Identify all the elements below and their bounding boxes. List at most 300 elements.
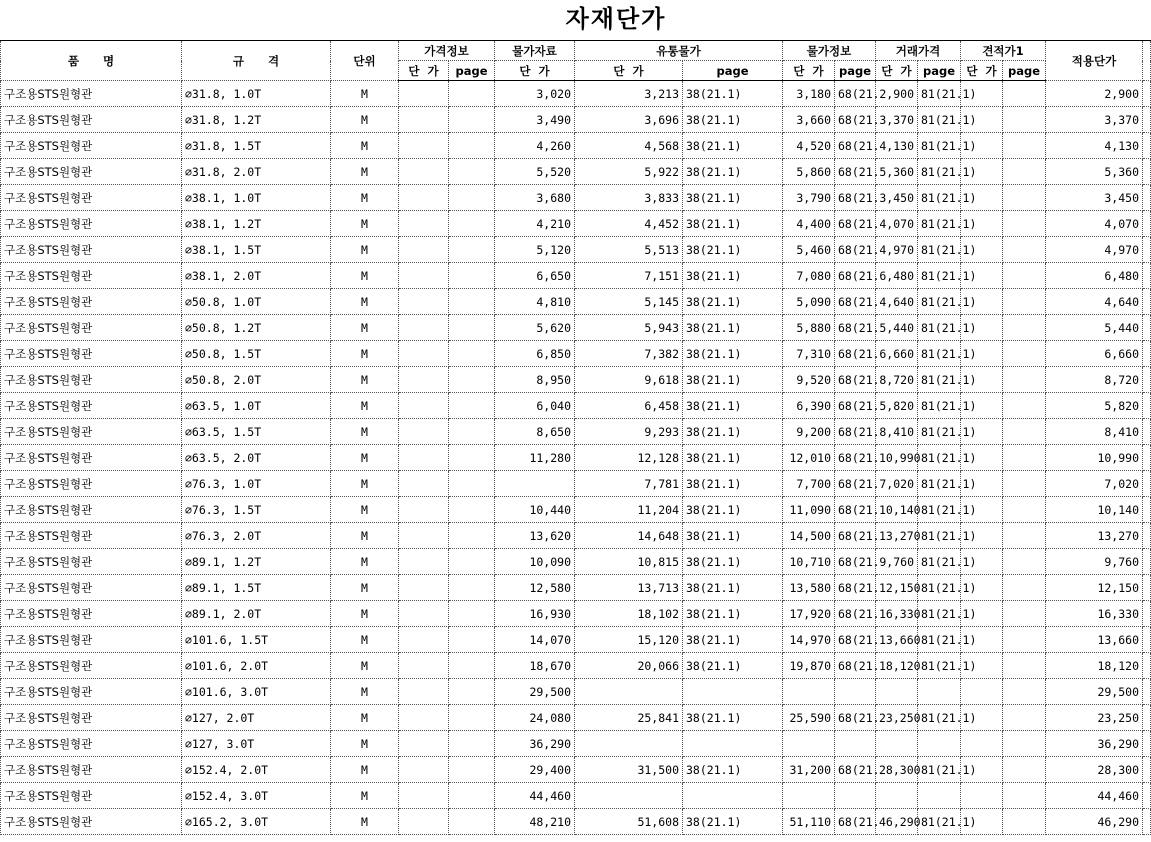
cell-trade-page[interactable]: 81(21.1) [918, 575, 961, 601]
cell-dist-page[interactable]: 38(21.1) [683, 471, 783, 497]
cell-price-data[interactable]: 29,500 [495, 679, 575, 705]
cell-name[interactable]: 구조용STS원형관 [1, 679, 182, 705]
cell-mul-page[interactable]: 68(21. [835, 627, 876, 653]
cell-applied-price[interactable]: 3,450 [1046, 185, 1143, 211]
cell-quote-page[interactable] [1003, 289, 1046, 315]
cell-price-info[interactable] [399, 705, 449, 731]
cell-unit[interactable]: M [331, 289, 399, 315]
cell-price-info-page[interactable] [449, 627, 495, 653]
cell-mul-page[interactable]: 68(21. [835, 315, 876, 341]
cell-applied-price[interactable]: 6,480 [1046, 263, 1143, 289]
cell-price-info-page[interactable] [449, 471, 495, 497]
cell-trade-page[interactable]: 81(21.1) [918, 757, 961, 783]
cell-spec[interactable]: ∅63.5, 2.0T [182, 445, 331, 471]
cell-price-data[interactable]: 14,070 [495, 627, 575, 653]
cell-dist-page[interactable]: 38(21.1) [683, 263, 783, 289]
cell-applied-price[interactable]: 46,290 [1046, 809, 1143, 835]
cell-mul-price[interactable]: 7,080 [783, 263, 835, 289]
cell-mul-page[interactable]: 68(21. [835, 523, 876, 549]
cell-name[interactable]: 구조용STS원형관 [1, 809, 182, 835]
cell-trade-page[interactable]: 81(21.1) [918, 367, 961, 393]
cell-applied-price[interactable]: 29,500 [1046, 679, 1143, 705]
cell-extra[interactable] [1143, 705, 1151, 731]
cell-dist-page[interactable]: 38(21.1) [683, 107, 783, 133]
cell-trade-page[interactable] [918, 731, 961, 757]
cell-mul-price[interactable]: 13,580 [783, 575, 835, 601]
cell-price-info[interactable] [399, 159, 449, 185]
cell-mul-price[interactable]: 3,790 [783, 185, 835, 211]
cell-spec[interactable]: ∅152.4, 2.0T [182, 757, 331, 783]
cell-extra[interactable] [1143, 471, 1151, 497]
cell-price-info[interactable] [399, 315, 449, 341]
cell-quote-page[interactable] [1003, 211, 1046, 237]
cell-mul-page[interactable]: 68(21. [835, 107, 876, 133]
cell-applied-price[interactable]: 4,970 [1046, 237, 1143, 263]
cell-dist-price[interactable]: 5,513 [575, 237, 683, 263]
cell-dist-price[interactable]: 9,618 [575, 367, 683, 393]
cell-price-info[interactable] [399, 133, 449, 159]
cell-trade-price[interactable]: 9,760 [876, 549, 918, 575]
cell-mul-page[interactable]: 68(21. [835, 549, 876, 575]
cell-trade-page[interactable]: 81(21.1) [918, 107, 961, 133]
cell-trade-page[interactable]: 81(21.1) [918, 263, 961, 289]
cell-mul-price[interactable]: 19,870 [783, 653, 835, 679]
cell-price-info-page[interactable] [449, 159, 495, 185]
cell-spec[interactable]: ∅38.1, 2.0T [182, 263, 331, 289]
cell-name[interactable]: 구조용STS원형관 [1, 107, 182, 133]
cell-dist-price[interactable]: 15,120 [575, 627, 683, 653]
cell-trade-price[interactable]: 5,360 [876, 159, 918, 185]
cell-mul-page[interactable]: 68(21. [835, 809, 876, 835]
cell-extra[interactable] [1143, 497, 1151, 523]
cell-price-info[interactable] [399, 211, 449, 237]
cell-unit[interactable]: M [331, 341, 399, 367]
cell-price-info-page[interactable] [449, 263, 495, 289]
cell-trade-page[interactable]: 81(21.1) [918, 601, 961, 627]
cell-price-info-page[interactable] [449, 549, 495, 575]
cell-quote-page[interactable] [1003, 705, 1046, 731]
cell-trade-page[interactable]: 81(21.1) [918, 237, 961, 263]
cell-applied-price[interactable]: 4,640 [1046, 289, 1143, 315]
cell-mul-price[interactable]: 14,970 [783, 627, 835, 653]
cell-price-data[interactable]: 8,650 [495, 419, 575, 445]
cell-applied-price[interactable]: 8,720 [1046, 367, 1143, 393]
cell-extra[interactable] [1143, 783, 1151, 809]
cell-dist-price[interactable]: 25,841 [575, 705, 683, 731]
cell-applied-price[interactable]: 10,990 [1046, 445, 1143, 471]
cell-dist-price[interactable] [575, 679, 683, 705]
cell-spec[interactable]: ∅31.8, 2.0T [182, 159, 331, 185]
cell-spec[interactable]: ∅152.4, 3.0T [182, 783, 331, 809]
cell-name[interactable]: 구조용STS원형관 [1, 705, 182, 731]
cell-price-info[interactable] [399, 809, 449, 835]
cell-trade-page[interactable]: 81(21.1) [918, 653, 961, 679]
cell-spec[interactable]: ∅89.1, 2.0T [182, 601, 331, 627]
cell-name[interactable]: 구조용STS원형관 [1, 627, 182, 653]
cell-spec[interactable]: ∅63.5, 1.0T [182, 393, 331, 419]
cell-price-info[interactable] [399, 263, 449, 289]
cell-price-info-page[interactable] [449, 81, 495, 107]
cell-price-info[interactable] [399, 367, 449, 393]
cell-mul-price[interactable]: 51,110 [783, 809, 835, 835]
cell-mul-page[interactable]: 68(21. [835, 497, 876, 523]
cell-mul-price[interactable]: 7,700 [783, 471, 835, 497]
cell-dist-page[interactable]: 38(21.1) [683, 211, 783, 237]
cell-quote-page[interactable] [1003, 471, 1046, 497]
cell-quote-page[interactable] [1003, 185, 1046, 211]
cell-trade-page[interactable] [918, 783, 961, 809]
cell-mul-page[interactable]: 68(21. [835, 601, 876, 627]
cell-trade-page[interactable] [918, 679, 961, 705]
cell-trade-price[interactable]: 4,130 [876, 133, 918, 159]
cell-spec[interactable]: ∅38.1, 1.2T [182, 211, 331, 237]
cell-price-info-page[interactable] [449, 705, 495, 731]
cell-dist-page[interactable]: 38(21.1) [683, 445, 783, 471]
cell-extra[interactable] [1143, 341, 1151, 367]
cell-trade-price[interactable]: 13,270 [876, 523, 918, 549]
cell-extra[interactable] [1143, 263, 1151, 289]
cell-mul-price[interactable]: 3,180 [783, 81, 835, 107]
cell-extra[interactable] [1143, 393, 1151, 419]
cell-price-info[interactable] [399, 237, 449, 263]
cell-trade-price[interactable] [876, 731, 918, 757]
cell-price-info[interactable] [399, 627, 449, 653]
cell-mul-price[interactable]: 5,860 [783, 159, 835, 185]
cell-price-info-page[interactable] [449, 393, 495, 419]
cell-price-data[interactable] [495, 471, 575, 497]
cell-dist-price[interactable]: 31,500 [575, 757, 683, 783]
cell-price-data[interactable]: 4,210 [495, 211, 575, 237]
cell-trade-price[interactable]: 3,370 [876, 107, 918, 133]
cell-mul-page[interactable]: 68(21. [835, 367, 876, 393]
cell-mul-page[interactable]: 68(21. [835, 289, 876, 315]
cell-quote-page[interactable] [1003, 601, 1046, 627]
cell-price-info-page[interactable] [449, 523, 495, 549]
cell-trade-page[interactable]: 81(21.1) [918, 471, 961, 497]
cell-trade-price[interactable]: 16,330 [876, 601, 918, 627]
cell-dist-page[interactable]: 38(21.1) [683, 705, 783, 731]
cell-price-info[interactable] [399, 393, 449, 419]
cell-price-info[interactable] [399, 783, 449, 809]
cell-price-data[interactable]: 10,440 [495, 497, 575, 523]
cell-name[interactable]: 구조용STS원형관 [1, 211, 182, 237]
cell-mul-price[interactable] [783, 679, 835, 705]
cell-applied-price[interactable]: 6,660 [1046, 341, 1143, 367]
cell-unit[interactable]: M [331, 679, 399, 705]
cell-spec[interactable]: ∅101.6, 2.0T [182, 653, 331, 679]
cell-dist-page[interactable]: 38(21.1) [683, 81, 783, 107]
cell-name[interactable]: 구조용STS원형관 [1, 549, 182, 575]
cell-dist-price[interactable]: 4,568 [575, 133, 683, 159]
cell-mul-page[interactable] [835, 679, 876, 705]
cell-price-info[interactable] [399, 419, 449, 445]
cell-applied-price[interactable]: 3,370 [1046, 107, 1143, 133]
cell-trade-price[interactable]: 28,300 [876, 757, 918, 783]
cell-trade-page[interactable]: 81(21.1) [918, 497, 961, 523]
cell-dist-page[interactable]: 38(21.1) [683, 367, 783, 393]
cell-quote-page[interactable] [1003, 523, 1046, 549]
cell-spec[interactable]: ∅76.3, 1.5T [182, 497, 331, 523]
cell-spec[interactable]: ∅76.3, 2.0T [182, 523, 331, 549]
cell-name[interactable]: 구조용STS원형관 [1, 731, 182, 757]
cell-price-info[interactable] [399, 757, 449, 783]
cell-extra[interactable] [1143, 757, 1151, 783]
cell-extra[interactable] [1143, 653, 1151, 679]
cell-price-data[interactable]: 5,520 [495, 159, 575, 185]
cell-name[interactable]: 구조용STS원형관 [1, 237, 182, 263]
cell-applied-price[interactable]: 12,150 [1046, 575, 1143, 601]
cell-unit[interactable]: M [331, 81, 399, 107]
cell-price-info-page[interactable] [449, 419, 495, 445]
cell-mul-price[interactable] [783, 783, 835, 809]
cell-price-info[interactable] [399, 601, 449, 627]
cell-trade-page[interactable]: 81(21.1) [918, 315, 961, 341]
cell-trade-price[interactable]: 46,290 [876, 809, 918, 835]
cell-dist-page[interactable]: 38(21.1) [683, 757, 783, 783]
cell-mul-price[interactable]: 11,090 [783, 497, 835, 523]
cell-price-data[interactable]: 3,680 [495, 185, 575, 211]
cell-unit[interactable]: M [331, 471, 399, 497]
cell-mul-page[interactable]: 68(21. [835, 419, 876, 445]
cell-name[interactable]: 구조용STS원형관 [1, 445, 182, 471]
cell-price-data[interactable]: 12,580 [495, 575, 575, 601]
cell-price-data[interactable]: 24,080 [495, 705, 575, 731]
cell-extra[interactable] [1143, 575, 1151, 601]
cell-unit[interactable]: M [331, 159, 399, 185]
cell-name[interactable]: 구조용STS원형관 [1, 289, 182, 315]
cell-price-info-page[interactable] [449, 341, 495, 367]
cell-extra[interactable] [1143, 419, 1151, 445]
cell-quote-page[interactable] [1003, 757, 1046, 783]
cell-dist-price[interactable]: 3,696 [575, 107, 683, 133]
cell-price-info-page[interactable] [449, 575, 495, 601]
cell-quote-page[interactable] [1003, 159, 1046, 185]
cell-trade-page[interactable]: 81(21.1) [918, 627, 961, 653]
cell-price-data[interactable]: 48,210 [495, 809, 575, 835]
cell-price-info-page[interactable] [449, 107, 495, 133]
cell-extra[interactable] [1143, 237, 1151, 263]
cell-trade-page[interactable]: 81(21.1) [918, 341, 961, 367]
cell-spec[interactable]: ∅101.6, 1.5T [182, 627, 331, 653]
cell-mul-page[interactable]: 68(21. [835, 185, 876, 211]
cell-extra[interactable] [1143, 809, 1151, 835]
cell-mul-price[interactable]: 14,500 [783, 523, 835, 549]
cell-extra[interactable] [1143, 315, 1151, 341]
cell-dist-page[interactable]: 38(21.1) [683, 315, 783, 341]
cell-name[interactable]: 구조용STS원형관 [1, 523, 182, 549]
cell-mul-price[interactable]: 10,710 [783, 549, 835, 575]
cell-price-info-page[interactable] [449, 315, 495, 341]
cell-mul-price[interactable]: 25,590 [783, 705, 835, 731]
cell-dist-price[interactable]: 7,781 [575, 471, 683, 497]
cell-mul-page[interactable]: 68(21. [835, 81, 876, 107]
cell-dist-price[interactable]: 5,922 [575, 159, 683, 185]
cell-dist-page[interactable]: 38(21.1) [683, 653, 783, 679]
cell-trade-page[interactable]: 81(21.1) [918, 81, 961, 107]
cell-price-info-page[interactable] [449, 679, 495, 705]
cell-quote-price[interactable] [961, 679, 1003, 705]
cell-price-data[interactable]: 13,620 [495, 523, 575, 549]
cell-dist-price[interactable]: 3,213 [575, 81, 683, 107]
cell-extra[interactable] [1143, 211, 1151, 237]
cell-applied-price[interactable]: 5,820 [1046, 393, 1143, 419]
cell-spec[interactable]: ∅89.1, 1.5T [182, 575, 331, 601]
cell-dist-price[interactable] [575, 783, 683, 809]
cell-name[interactable]: 구조용STS원형관 [1, 159, 182, 185]
cell-price-info-page[interactable] [449, 653, 495, 679]
cell-mul-price[interactable]: 12,010 [783, 445, 835, 471]
cell-price-info-page[interactable] [449, 445, 495, 471]
cell-dist-price[interactable]: 13,713 [575, 575, 683, 601]
cell-spec[interactable]: ∅50.8, 1.2T [182, 315, 331, 341]
cell-dist-page[interactable]: 38(21.1) [683, 419, 783, 445]
cell-unit[interactable]: M [331, 731, 399, 757]
cell-applied-price[interactable]: 2,900 [1046, 81, 1143, 107]
cell-price-data[interactable]: 6,650 [495, 263, 575, 289]
cell-mul-page[interactable]: 68(21. [835, 133, 876, 159]
cell-quote-page[interactable] [1003, 341, 1046, 367]
cell-price-info[interactable] [399, 107, 449, 133]
cell-applied-price[interactable]: 8,410 [1046, 419, 1143, 445]
cell-extra[interactable] [1143, 523, 1151, 549]
cell-spec[interactable]: ∅50.8, 1.0T [182, 289, 331, 315]
cell-dist-page[interactable]: 38(21.1) [683, 601, 783, 627]
cell-unit[interactable]: M [331, 237, 399, 263]
cell-price-info[interactable] [399, 185, 449, 211]
cell-price-info-page[interactable] [449, 731, 495, 757]
cell-quote-page[interactable] [1003, 263, 1046, 289]
cell-name[interactable]: 구조용STS원형관 [1, 341, 182, 367]
cell-mul-page[interactable]: 68(21. [835, 445, 876, 471]
cell-mul-page[interactable]: 68(21. [835, 575, 876, 601]
cell-trade-price[interactable]: 10,140 [876, 497, 918, 523]
cell-extra[interactable] [1143, 159, 1151, 185]
cell-unit[interactable]: M [331, 133, 399, 159]
cell-price-info[interactable] [399, 523, 449, 549]
cell-extra[interactable] [1143, 289, 1151, 315]
cell-dist-page[interactable]: 38(21.1) [683, 237, 783, 263]
cell-applied-price[interactable]: 5,440 [1046, 315, 1143, 341]
cell-dist-price[interactable]: 10,815 [575, 549, 683, 575]
cell-trade-price[interactable]: 8,720 [876, 367, 918, 393]
cell-dist-price[interactable]: 12,128 [575, 445, 683, 471]
cell-mul-page[interactable] [835, 783, 876, 809]
cell-mul-price[interactable]: 31,200 [783, 757, 835, 783]
cell-unit[interactable]: M [331, 575, 399, 601]
cell-price-info[interactable] [399, 341, 449, 367]
cell-name[interactable]: 구조용STS원형관 [1, 263, 182, 289]
cell-extra[interactable] [1143, 627, 1151, 653]
cell-quote-page[interactable] [1003, 81, 1046, 107]
cell-mul-page[interactable]: 68(21. [835, 757, 876, 783]
cell-dist-page[interactable] [683, 679, 783, 705]
cell-price-info[interactable] [399, 575, 449, 601]
cell-name[interactable]: 구조용STS원형관 [1, 185, 182, 211]
cell-trade-price[interactable]: 10,990 [876, 445, 918, 471]
cell-price-info-page[interactable] [449, 601, 495, 627]
cell-price-data[interactable]: 18,670 [495, 653, 575, 679]
cell-spec[interactable]: ∅38.1, 1.0T [182, 185, 331, 211]
cell-dist-price[interactable]: 4,452 [575, 211, 683, 237]
cell-dist-page[interactable]: 38(21.1) [683, 159, 783, 185]
cell-spec[interactable]: ∅165.2, 3.0T [182, 809, 331, 835]
cell-price-data[interactable]: 29,400 [495, 757, 575, 783]
cell-extra[interactable] [1143, 81, 1151, 107]
cell-dist-price[interactable]: 18,102 [575, 601, 683, 627]
cell-quote-page[interactable] [1003, 237, 1046, 263]
cell-unit[interactable]: M [331, 263, 399, 289]
cell-dist-price[interactable]: 51,608 [575, 809, 683, 835]
cell-trade-price[interactable]: 18,120 [876, 653, 918, 679]
cell-price-info-page[interactable] [449, 809, 495, 835]
cell-spec[interactable]: ∅63.5, 1.5T [182, 419, 331, 445]
cell-name[interactable]: 구조용STS원형관 [1, 471, 182, 497]
cell-mul-price[interactable] [783, 731, 835, 757]
cell-unit[interactable]: M [331, 107, 399, 133]
cell-trade-page[interactable]: 81(21.1) [918, 523, 961, 549]
cell-dist-page[interactable]: 38(21.1) [683, 289, 783, 315]
cell-price-info-page[interactable] [449, 289, 495, 315]
cell-trade-price[interactable]: 5,820 [876, 393, 918, 419]
cell-spec[interactable]: ∅76.3, 1.0T [182, 471, 331, 497]
cell-trade-price[interactable]: 12,150 [876, 575, 918, 601]
cell-dist-price[interactable]: 7,151 [575, 263, 683, 289]
cell-trade-page[interactable]: 81(21.1) [918, 393, 961, 419]
cell-name[interactable]: 구조용STS원형관 [1, 653, 182, 679]
cell-dist-price[interactable]: 7,382 [575, 341, 683, 367]
cell-price-data[interactable]: 6,850 [495, 341, 575, 367]
cell-price-info[interactable] [399, 653, 449, 679]
cell-applied-price[interactable]: 5,360 [1046, 159, 1143, 185]
cell-unit[interactable]: M [331, 497, 399, 523]
cell-unit[interactable]: M [331, 783, 399, 809]
cell-price-data[interactable]: 44,460 [495, 783, 575, 809]
cell-quote-page[interactable] [1003, 731, 1046, 757]
cell-price-data[interactable]: 36,290 [495, 731, 575, 757]
cell-quote-price[interactable] [961, 783, 1003, 809]
cell-price-data[interactable]: 4,810 [495, 289, 575, 315]
cell-price-info-page[interactable] [449, 133, 495, 159]
cell-trade-price[interactable]: 3,450 [876, 185, 918, 211]
cell-extra[interactable] [1143, 185, 1151, 211]
cell-mul-page[interactable]: 68(21. [835, 653, 876, 679]
cell-dist-price[interactable]: 14,648 [575, 523, 683, 549]
cell-trade-page[interactable]: 81(21.1) [918, 445, 961, 471]
cell-trade-price[interactable] [876, 679, 918, 705]
cell-quote-page[interactable] [1003, 419, 1046, 445]
cell-trade-page[interactable]: 81(21.1) [918, 809, 961, 835]
cell-mul-page[interactable]: 68(21. [835, 705, 876, 731]
cell-price-data[interactable]: 3,490 [495, 107, 575, 133]
cell-applied-price[interactable]: 18,120 [1046, 653, 1143, 679]
cell-mul-price[interactable]: 4,400 [783, 211, 835, 237]
cell-price-info-page[interactable] [449, 497, 495, 523]
cell-applied-price[interactable]: 4,130 [1046, 133, 1143, 159]
cell-price-info[interactable] [399, 497, 449, 523]
cell-name[interactable]: 구조용STS원형관 [1, 393, 182, 419]
cell-trade-page[interactable]: 81(21.1) [918, 419, 961, 445]
cell-trade-page[interactable]: 81(21.1) [918, 185, 961, 211]
cell-extra[interactable] [1143, 549, 1151, 575]
cell-dist-price[interactable]: 3,833 [575, 185, 683, 211]
cell-unit[interactable]: M [331, 757, 399, 783]
cell-price-data[interactable]: 10,090 [495, 549, 575, 575]
cell-name[interactable]: 구조용STS원형관 [1, 315, 182, 341]
cell-price-data[interactable]: 4,260 [495, 133, 575, 159]
cell-unit[interactable]: M [331, 367, 399, 393]
cell-trade-price[interactable]: 2,900 [876, 81, 918, 107]
cell-trade-price[interactable]: 5,440 [876, 315, 918, 341]
